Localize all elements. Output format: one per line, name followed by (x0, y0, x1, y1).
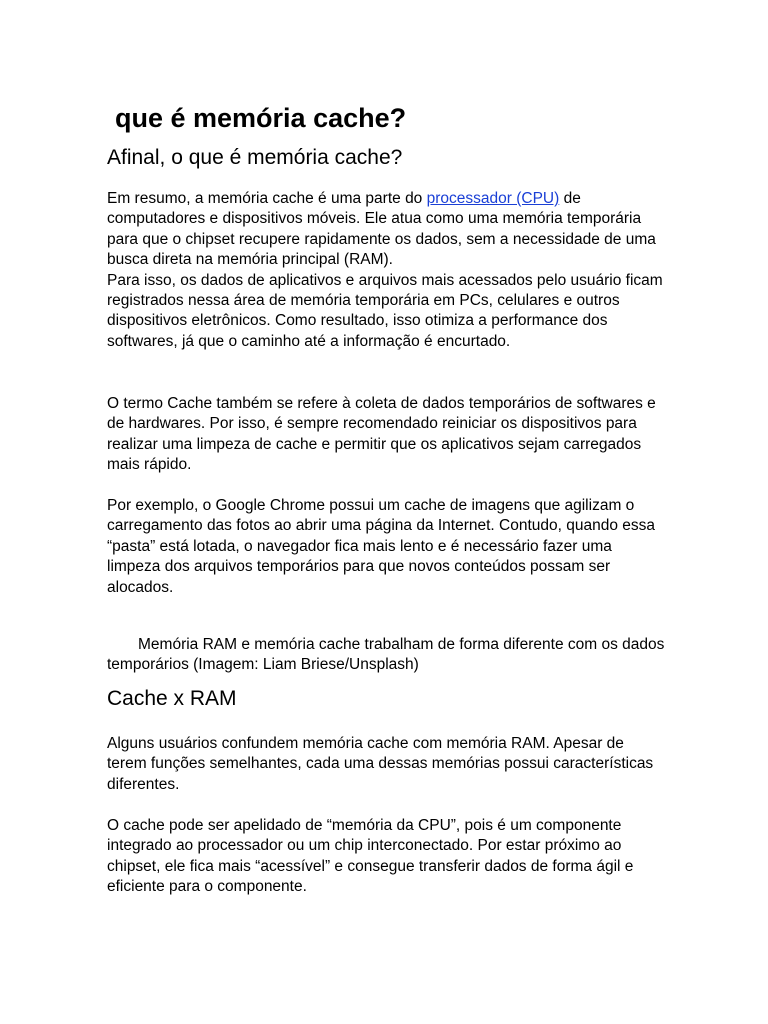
page-title: que é memória cache? (115, 103, 407, 133)
paragraph-confusion: Alguns usuários confundem memória cache com memória RAM. Apesar de terem funções semelhantes, cada uma dessas memórias possui características diferentes. (107, 735, 654, 793)
paragraph-intro-text-c: Para isso, os dados de aplicativos e arquivos mais acessados pelo usuário ficam registrados nessa área de memória temporária em PCs, celulares e outros dispositivos eletrônicos. Como resultado, isso otimiza a performance dos softwares, já que o caminho até a informação é encurtado. (107, 271, 663, 350)
image-caption: Memória RAM e memória cache trabalham de forma diferente com os dados temporários (Imagem: Liam Briese/Unsplash) (107, 636, 665, 674)
cpu-link[interactable]: processador (CPU) (426, 190, 560, 207)
paragraph-intro-text-b: de computadores e dispositivos móveis. Ele atua como uma memória temporária para que o chipset recupere rapidamente os dados, sem a necessidade de uma busca direta na memória principal (RAM). (107, 190, 656, 269)
section-heading-cache-vs-ram: Cache x RAM (107, 687, 237, 710)
paragraph-chrome-example: Por exemplo, o Google Chrome possui um cache de imagens que agilizam o carregamento das fotos ao abrir uma página da Internet. Contudo, quando essa “pasta” está lotada, o navegador fica mais lento e é necessário fazer uma limpeza dos arquivos temporários para que novos conteúdos possam ser alocados. (107, 497, 656, 596)
paragraph-cpu-memory: O cache pode ser apelidado de “memória da CPU”, pois é um componente integrado ao processador ou um chip interconectado. Por estar próximo ao chipset, ele fica mais “acessível” e consegue transferir dados de forma ágil e eficiente para o componente. (107, 817, 634, 896)
paragraph-intro (107, 189, 667, 352)
paragraph-intro-text-a: Em resumo, a memória cache é uma parte do (107, 190, 427, 207)
section-heading-definition: Afinal, o que é memória cache? (107, 146, 403, 169)
paragraph-cache-term: O termo Cache também se refere à coleta de dados temporários de softwares e de hardwares. Por isso, é sempre recomendado reiniciar os dispositivos para realizar uma limpeza de cache e permitir que os aplicativos sejam carregados mais rápido. (107, 395, 656, 474)
